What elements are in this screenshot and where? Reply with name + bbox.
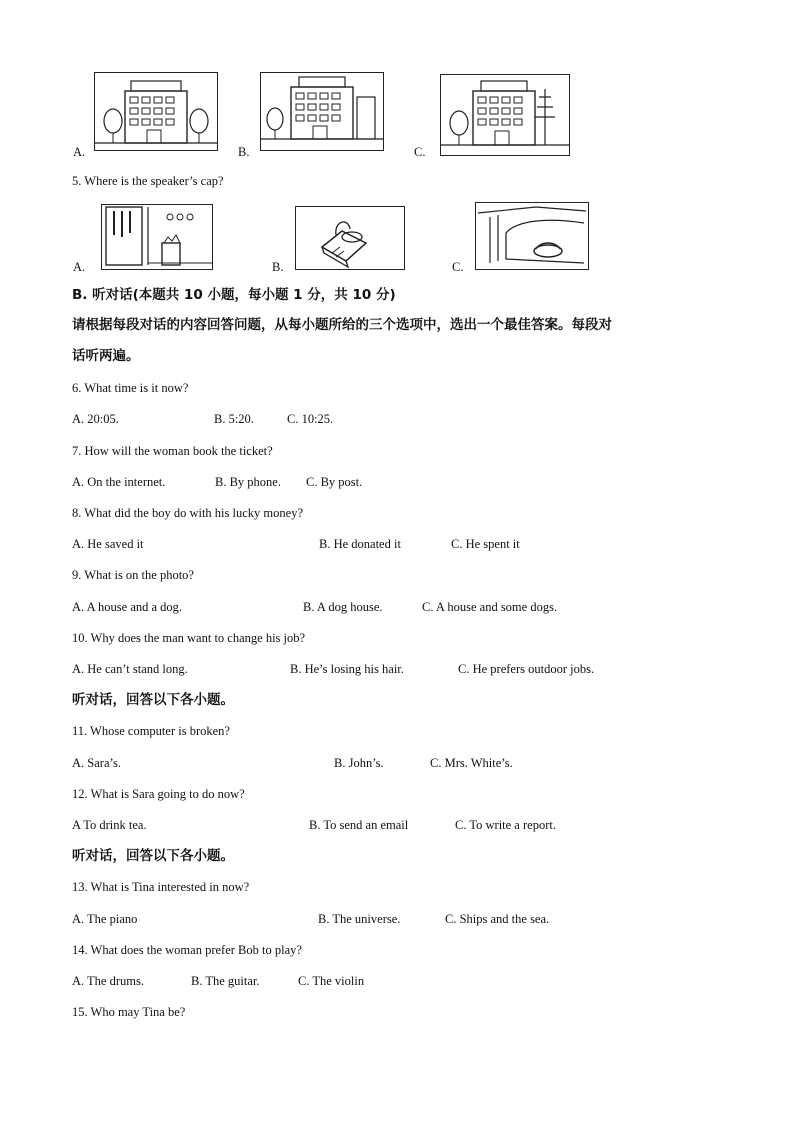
question-9: 9. What is on the photo? (72, 568, 194, 582)
building-picture-b (260, 72, 384, 151)
q14-option-b[interactable]: B. The guitar. (191, 974, 260, 988)
q10-option-c[interactable]: C. He prefers outdoor jobs. (458, 662, 595, 676)
q10-option-b[interactable]: B. He’s losing his hair. (290, 662, 404, 676)
q7-option-a[interactable]: A. On the internet. (72, 475, 166, 489)
section-b-instruction-line2: 话听两遍。 (72, 348, 140, 364)
q11-option-a[interactable]: A. Sara’s. (72, 756, 121, 770)
q5-option-b-label[interactable]: B. (272, 260, 284, 274)
q11-option-c[interactable]: C. Mrs. White’s. (430, 756, 513, 770)
bag-icon (296, 207, 404, 269)
q8-option-c[interactable]: C. He spent it (451, 537, 520, 551)
cap-on-sofa-picture (475, 202, 589, 270)
q6-option-b[interactable]: B. 5:20. (214, 412, 254, 426)
section-b-heading: B. 听对话(本题共 10 小题，每小题 1 分，共 10 分) (72, 287, 396, 303)
q13-option-c[interactable]: C. Ships and the sea. (445, 912, 550, 926)
building-picture-a (94, 72, 218, 151)
question-10: 10. Why does the man want to change his job? (72, 631, 306, 645)
q5-option-a-label[interactable]: A. (73, 260, 86, 274)
question-6: 6. What time is it now? (72, 381, 189, 395)
group1-heading: 听对话，回答以下各小题。 (72, 692, 234, 708)
q13-option-a[interactable]: A. The piano (72, 912, 138, 926)
q8-option-b[interactable]: B. He donated it (319, 537, 401, 551)
q8-option-a[interactable]: A. He saved it (72, 537, 144, 551)
question-8: 8. What did the boy do with his lucky money? (72, 506, 303, 520)
question-11: 11. Whose computer is broken? (72, 724, 230, 738)
q12-option-c[interactable]: C. To write a report. (455, 818, 556, 832)
q4-option-a-label[interactable]: A. (73, 145, 86, 159)
q7-option-c[interactable]: C. By post. (306, 475, 363, 489)
q6-option-c[interactable]: C. 10:25. (287, 412, 334, 426)
q11-option-b[interactable]: B. John’s. (334, 756, 384, 770)
sofa-icon (476, 203, 588, 269)
q6-option-a[interactable]: A. 20:05. (72, 412, 119, 426)
q13-option-b[interactable]: B. The universe. (318, 912, 401, 926)
question-14: 14. What does the woman prefer Bob to play? (72, 943, 302, 957)
group2-heading: 听对话，回答以下各小题。 (72, 848, 234, 864)
building-icon (441, 75, 569, 155)
question-12: 12. What is Sara going to do now? (72, 787, 245, 801)
cap-on-bag-picture (295, 206, 405, 270)
building-picture-c (440, 74, 570, 156)
room-icon (102, 205, 212, 269)
q4-option-c-label[interactable]: C. (414, 145, 426, 159)
q14-option-c[interactable]: C. The violin (298, 974, 365, 988)
q9-option-b[interactable]: B. A dog house. (303, 600, 383, 614)
q14-option-a[interactable]: A. The drums. (72, 974, 144, 988)
section-b-instruction-line1: 请根据每段对话的内容回答问题，从每小题所给的三个选项中，选出一个最佳答案。每段对 (72, 317, 612, 333)
question-5: 5. Where is the speaker’s cap? (72, 174, 224, 188)
q10-option-a[interactable]: A. He can’t stand long. (72, 662, 188, 676)
q9-option-c[interactable]: C. A house and some dogs. (422, 600, 558, 614)
q12-option-a[interactable]: A To drink tea. (72, 818, 147, 832)
q5-option-c-label[interactable]: C. (452, 260, 464, 274)
q4-option-b-label[interactable]: B. (238, 145, 250, 159)
q7-option-b[interactable]: B. By phone. (215, 475, 281, 489)
question-15: 15. Who may Tina be? (72, 1005, 186, 1019)
question-13: 13. What is Tina interested in now? (72, 880, 250, 894)
q12-option-b[interactable]: B. To send an email (309, 818, 409, 832)
building-icon (261, 73, 383, 150)
room-with-bin-picture (101, 204, 213, 270)
q9-option-a[interactable]: A. A house and a dog. (72, 600, 183, 614)
building-icon (95, 73, 217, 150)
question-7: 7. How will the woman book the ticket? (72, 444, 273, 458)
